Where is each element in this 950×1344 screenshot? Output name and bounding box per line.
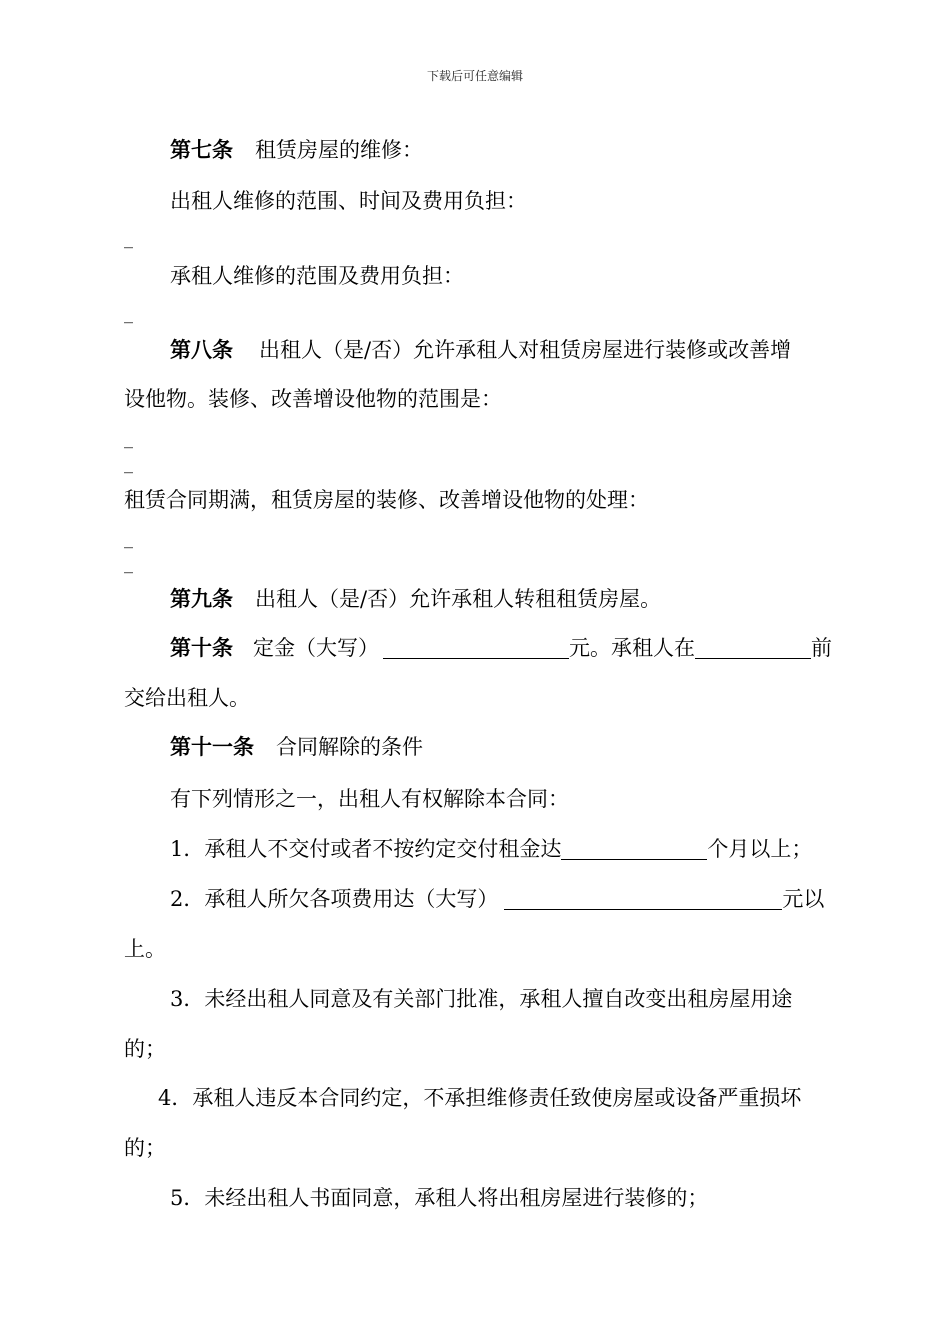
list-item-4-continuation: 的； — [124, 1136, 166, 1160]
blank-mark: _ — [124, 428, 133, 449]
article-11-title: 第十一条 — [170, 734, 254, 759]
blank-mark: _ — [124, 553, 133, 574]
article-8-continuation: 设他物。装修、改善增设他物的范围是： — [124, 387, 502, 411]
list-item-2-suffix: 元以 — [782, 887, 825, 911]
article-10-suffix: 前 — [811, 636, 832, 660]
list-item-3-continuation: 的； — [124, 1037, 166, 1061]
list-item-1-suffix: 个月以上； — [707, 837, 813, 861]
article-9-text: 出租人（是/否）允许承租人转租租赁房屋。 — [255, 587, 662, 611]
deposit-amount-blank — [383, 638, 569, 659]
article-10-text: 元。承租人在 — [569, 636, 695, 660]
article-10 — [170, 635, 832, 661]
list-item-5: 5．未经出租人书面同意，承租人将出租房屋进行装修的； — [170, 1186, 709, 1210]
paragraph-expiry-handling: 租赁合同期满，租赁房屋的装修、改善增设他物的处理： — [124, 488, 649, 512]
months-blank — [561, 839, 707, 860]
list-item-2 — [170, 886, 824, 912]
page-header: 下载后可任意编辑 — [426, 69, 523, 83]
list-item-2-continuation: 上。 — [124, 937, 166, 961]
article-10-continuation: 交给出租人。 — [124, 686, 250, 710]
article-7 — [170, 137, 423, 163]
article-8-title: 第八条 — [170, 337, 233, 362]
blank-mark: _ — [124, 303, 133, 324]
deposit-date-blank — [695, 638, 811, 659]
article-10-deposit-label: 定金（大写） — [253, 636, 379, 660]
list-item-1 — [170, 836, 812, 862]
article-9 — [170, 586, 661, 612]
article-8-text: 出租人（是/否）允许承租人对租赁房屋进行装修或改善增 — [259, 338, 792, 362]
blank-mark: _ — [124, 453, 133, 474]
paragraph-lessee-repair: 承租人维修的范围及费用负担： — [170, 264, 464, 288]
list-item-2-text: 2．承租人所欠各项费用达（大写） — [170, 887, 499, 911]
blank-mark: _ — [124, 528, 133, 549]
article-11 — [170, 734, 423, 760]
list-item-3: 3．未经出租人同意及有关部门批准，承租人擅自改变出租房屋用途 — [170, 987, 793, 1011]
article-9-title: 第九条 — [170, 586, 233, 611]
fees-amount-blank — [504, 889, 782, 910]
article-7-text: 租赁房屋的维修： — [255, 138, 423, 162]
paragraph-termination-intro: 有下列情形之一，出租人有权解除本合同： — [170, 787, 569, 811]
article-7-title: 第七条 — [170, 137, 233, 162]
blank-mark: _ — [124, 228, 133, 249]
paragraph-lessor-repair: 出租人维修的范围、时间及费用负担： — [170, 189, 527, 213]
list-item-4: 4．承租人违反本合同约定，不承担维修责任致使房屋或设备严重损坏 — [158, 1086, 802, 1110]
article-11-text: 合同解除的条件 — [276, 735, 423, 759]
article-8 — [170, 337, 791, 363]
article-10-title: 第十条 — [170, 635, 233, 660]
list-item-1-text: 1．承租人不交付或者不按约定交付租金达 — [170, 837, 562, 861]
